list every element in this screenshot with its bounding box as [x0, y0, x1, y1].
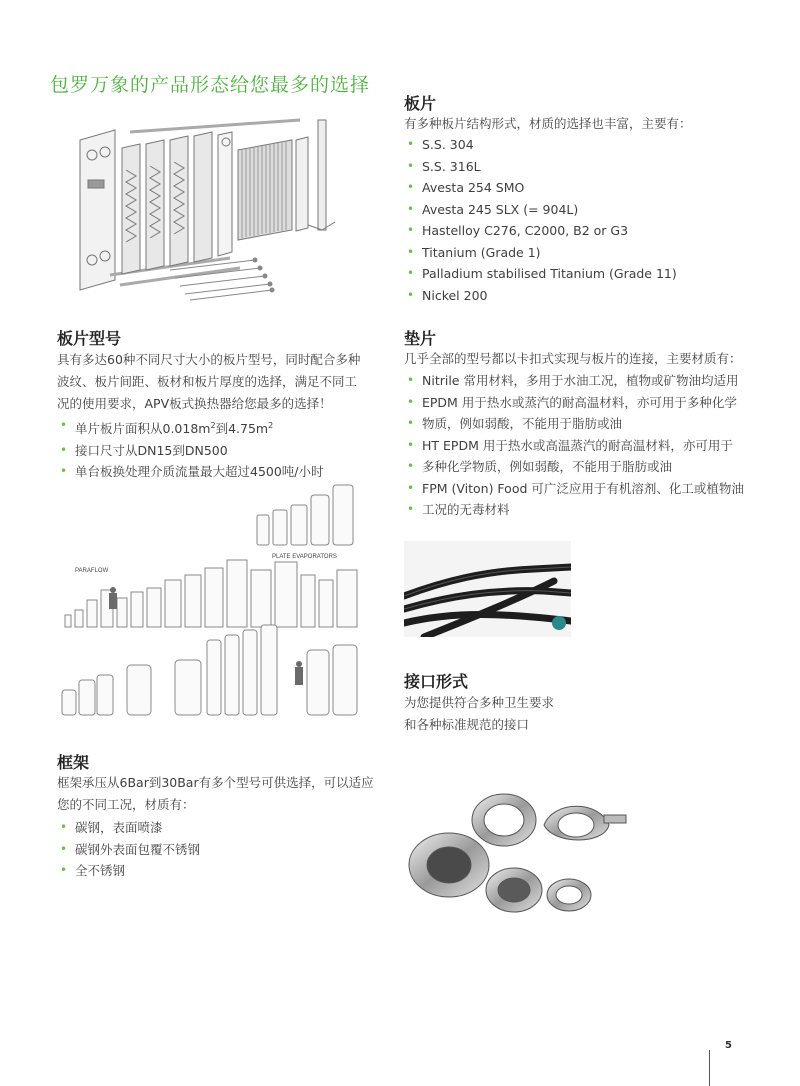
page-number: 5: [725, 1040, 732, 1051]
list-item: • HT EPDM 用于热水或高温蒸汽的耐高温材料，亦可用于: [404, 435, 774, 457]
list-item: • 全不锈钢: [57, 860, 377, 882]
frame-intro: [57, 772, 377, 816]
paraflow-caption: PARAFLOW: [75, 568, 109, 574]
page-headline: 包罗万象的产品形态给您最多的选择: [50, 74, 371, 96]
gasket-photo: [404, 541, 571, 637]
section-title-connections: 接口形式: [404, 672, 469, 691]
list-item: • Nickel 200: [404, 285, 764, 307]
connections-line: 和各种标准规范的接口: [404, 717, 530, 732]
section-title-plates: 板片: [404, 94, 437, 113]
plates-intro: 有多种板片结构形式，材质的选择也丰富，主要有：: [404, 116, 692, 131]
connections-line: 为您提供符合多种卫生要求: [404, 695, 555, 710]
frame-materials-list: [57, 817, 377, 882]
list-item: • FPM (Viton) Food 可广泛应用于有机溶剂、化工或植物油: [404, 478, 774, 500]
list-item: • S.S. 304: [404, 134, 764, 156]
list-item: • Avesta 245 SLX (= 904L): [404, 199, 764, 221]
list-item: • 单台板换处理介质流量最大超过4500吨/小时: [57, 461, 377, 483]
plate-models-intro-line: 波纹、板片间距、板材和板片厚度的选择，满足不同工: [57, 374, 358, 389]
list-item: • Hastelloy C276, C2000, B2 or G3: [404, 220, 764, 242]
frame-intro-line: 您的不同工况，材质有：: [57, 797, 195, 812]
plate-evaporators-caption: PLATE EVAPORATORS: [272, 554, 337, 560]
list-item: • Titanium (Grade 1): [404, 242, 764, 264]
gaskets-intro: 几乎全部的型号都以卡扣式实现与板片的连接，主要材质有：: [404, 351, 742, 366]
gasket-materials-list: [404, 370, 774, 521]
list-item: • 工况的无毒材料: [404, 499, 774, 521]
section-title-frame: 框架: [57, 753, 90, 772]
exploded-heat-exchanger-drawing: [60, 110, 360, 310]
list-item: • S.S. 316L: [404, 156, 764, 178]
plate-models-list: [57, 415, 377, 483]
list-item: • EPDM 用于热水或蒸汽的耐高温材料，亦可用于多种化学: [404, 392, 774, 414]
list-item: • 单片板片面积从$0.018m^2$到$4.75m^2$: [57, 415, 377, 440]
list-item: • 多种化学物质，例如弱酸，不能用于脂肪或油: [404, 456, 774, 478]
page-number-rule: [709, 1050, 710, 1086]
section-title-plate-models: 板片型号: [57, 329, 122, 348]
plate-models-intro: [57, 349, 377, 415]
list-item: • 接口尺寸从DN15到DN500: [57, 440, 377, 462]
list-item: • Nitrile 常用材料，多用于水油工况，植物或矿物油均适用: [404, 370, 774, 392]
list-item: • Palladium stabilised Titanium (Grade 11): [404, 263, 764, 285]
plate-materials-list: [404, 134, 764, 306]
connection-fittings-photo: [404, 780, 634, 925]
plate-models-intro-line: 具有多达60种不同尺寸大小的板片型号，同时配合多种: [57, 352, 361, 367]
plate-models-intro-line: 况的使用要求，APV板式换热器给您最多的选择！: [57, 396, 332, 411]
list-item: • 碳钢，表面喷漆: [57, 817, 377, 839]
list-item: • 碳钢外表面包覆不锈钢: [57, 839, 377, 861]
frame-intro-line: 框架承压从6Bar到30Bar有多个型号可供选择，可以适应: [57, 775, 374, 790]
section-title-gaskets: 垫片: [404, 329, 437, 348]
plate-range-drawing: [57, 480, 367, 735]
connections-text: [404, 692, 554, 736]
list-item: • Avesta 254 SMO: [404, 177, 764, 199]
list-item: • 物质，例如弱酸，不能用于脂肪或油: [404, 413, 774, 435]
